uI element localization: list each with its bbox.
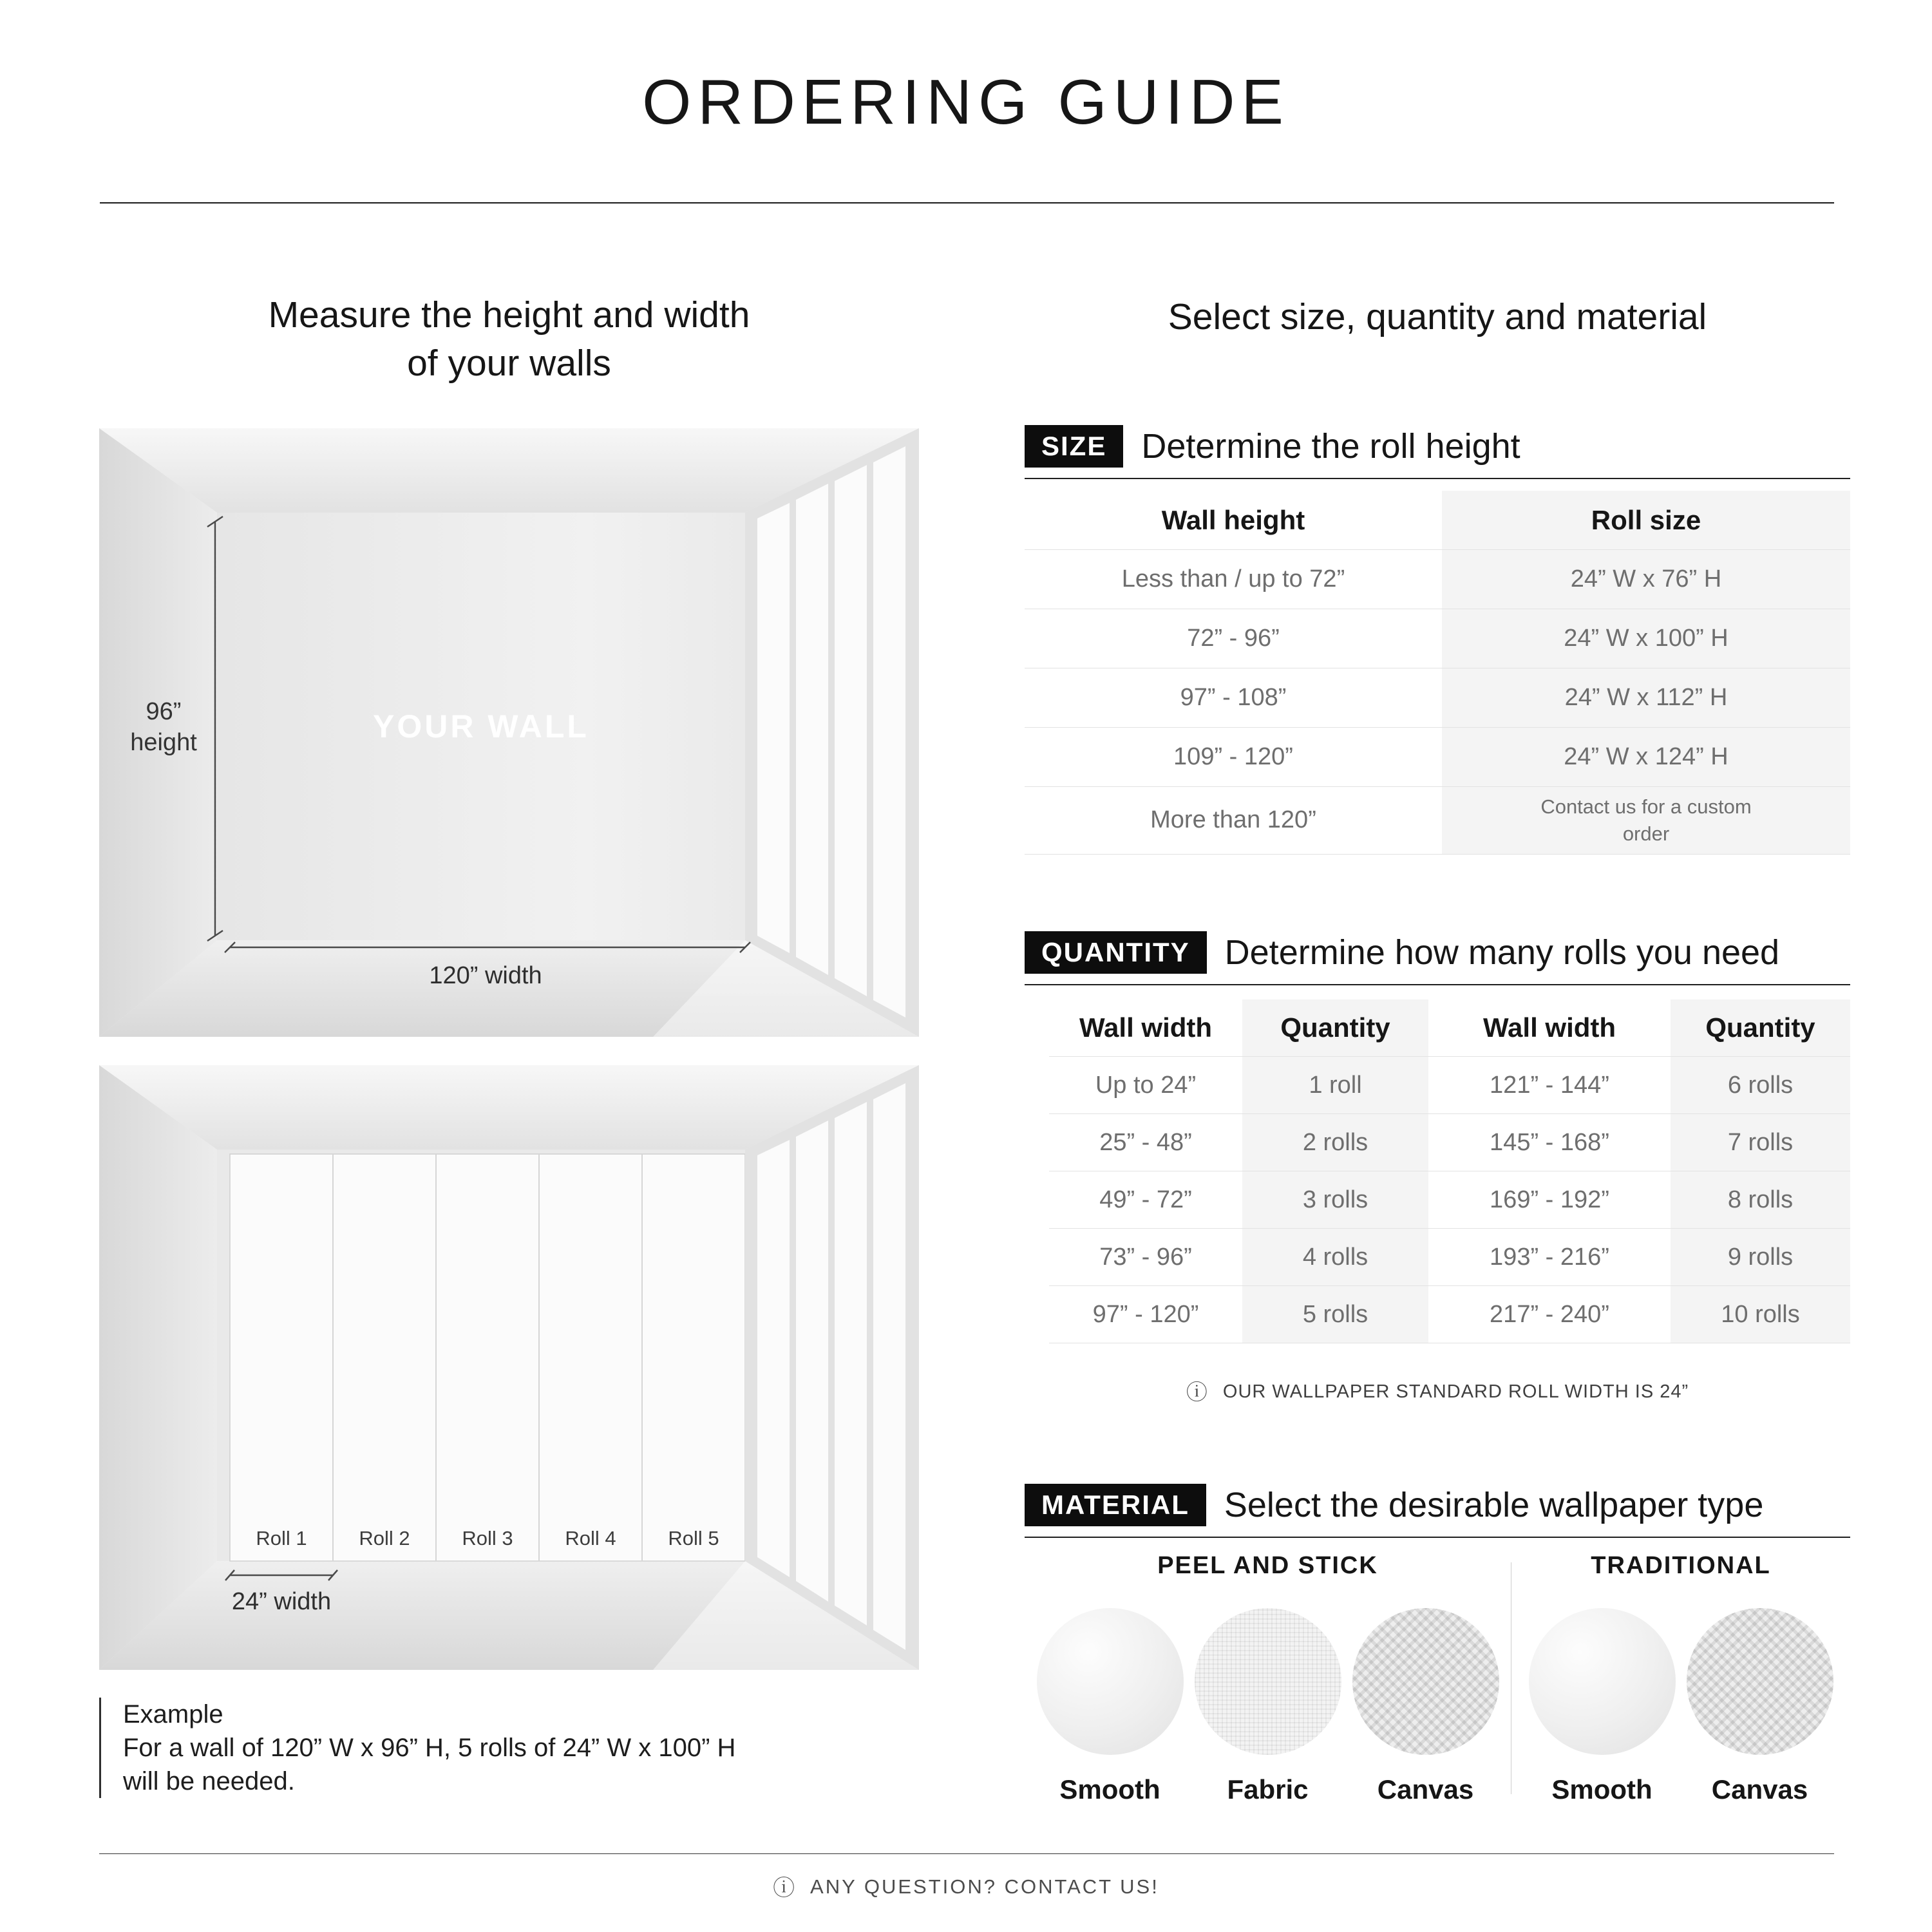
quantity-table-row xyxy=(1049,1171,1850,1229)
size-table-row xyxy=(1025,787,1850,855)
wall-width-value: 73” - 96” xyxy=(1099,1243,1192,1271)
roll-4-label: Roll 4 xyxy=(565,1527,616,1549)
wall-width-value: 169” - 192” xyxy=(1490,1186,1609,1213)
wall-width-value: 121” - 144” xyxy=(1490,1071,1609,1099)
roll-5-label: Roll 5 xyxy=(668,1527,719,1549)
swatch-smooth-label: Smooth xyxy=(1551,1774,1653,1804)
roll-1-label: Roll 1 xyxy=(256,1527,307,1549)
fabric-texture-icon xyxy=(1195,1608,1341,1755)
wall-width-value: 193” - 216” xyxy=(1490,1243,1609,1271)
qty-col-quantity-2: Quantity xyxy=(1671,999,1850,1056)
select-heading: Select size, quantity and material xyxy=(1168,296,1707,337)
quantity-value: 10 rolls xyxy=(1671,1286,1850,1343)
size-table-header xyxy=(1025,491,1850,550)
quantity-value: 3 rolls xyxy=(1242,1171,1428,1228)
roll-3-label: Roll 3 xyxy=(462,1527,513,1549)
roll-2-label: Roll 2 xyxy=(359,1527,410,1549)
wall-width-value: 217” - 240” xyxy=(1490,1300,1609,1328)
wall-width-value: 97” - 120” xyxy=(1092,1300,1199,1328)
quantity-table xyxy=(1049,999,1850,1343)
footer xyxy=(0,1870,1932,1902)
roll-size-value: 24” W x 124” H xyxy=(1442,728,1850,786)
footer-divider xyxy=(99,1853,1834,1854)
wall-width-value: 25” - 48” xyxy=(1099,1128,1192,1156)
size-col-wall-height: Wall height xyxy=(1161,504,1305,535)
size-col-roll-size: Roll size xyxy=(1442,491,1850,549)
custom-order-value: Contact us for a custom order xyxy=(1442,787,1850,854)
measure-heading-line2: of your walls xyxy=(407,343,611,384)
roll-panels xyxy=(230,1154,745,1561)
size-table-row xyxy=(1025,728,1850,787)
height-value-label: 96” xyxy=(146,698,182,725)
info-icon: ⓘ xyxy=(1186,1380,1208,1404)
material-badge: MATERIAL xyxy=(1025,1484,1206,1526)
wall-height-value: 97” - 108” xyxy=(1180,684,1287,711)
wall-width-value: 145” - 168” xyxy=(1490,1128,1609,1156)
roll-width-note xyxy=(1025,1376,1850,1406)
qty-col-quantity-1: Quantity xyxy=(1242,999,1428,1056)
traditional-label: TRADITIONAL xyxy=(1591,1552,1771,1579)
material-group-peel-and-stick xyxy=(1025,1552,1511,1805)
footer-text: ANY QUESTION? CONTACT US! xyxy=(810,1875,1159,1898)
width-label: 120” width xyxy=(429,962,542,989)
wall-width-value: 49” - 72” xyxy=(1099,1186,1192,1213)
quantity-table-row xyxy=(1049,1286,1850,1343)
quantity-value: 2 rolls xyxy=(1242,1114,1428,1171)
roll-width-note-text: OUR WALLPAPER STANDARD ROLL WIDTH IS 24” xyxy=(1222,1381,1689,1402)
size-badge: SIZE xyxy=(1025,425,1123,468)
size-table-row xyxy=(1025,550,1850,609)
peel-and-stick-swatches xyxy=(1037,1608,1499,1805)
height-word-label: height xyxy=(130,729,197,756)
size-table-row xyxy=(1025,609,1850,668)
quantity-table-header xyxy=(1049,999,1850,1057)
quantity-table-row xyxy=(1049,1229,1850,1286)
size-section-heading: Determine the roll height xyxy=(1141,427,1520,466)
swatch-canvas-label: Canvas xyxy=(1377,1774,1474,1804)
swatch-smooth-label: Smooth xyxy=(1059,1774,1160,1804)
page-title: ORDERING GUIDE xyxy=(642,66,1290,137)
qty-col-wall-width-2: Wall width xyxy=(1482,1012,1616,1043)
swatch-smooth xyxy=(1529,1608,1676,1805)
material-options xyxy=(1025,1552,1850,1805)
smooth-texture-icon xyxy=(1037,1608,1184,1755)
roll-size-value: 24” W x 112” H xyxy=(1442,668,1850,727)
peel-and-stick-label: PEEL AND STICK xyxy=(1157,1552,1378,1579)
canvas-texture-icon xyxy=(1352,1608,1499,1755)
size-section-header xyxy=(1025,425,1850,479)
quantity-section-header xyxy=(1025,931,1850,985)
example-note xyxy=(99,1698,872,1798)
example-title: Example xyxy=(123,1700,223,1728)
swatch-fabric xyxy=(1195,1608,1341,1805)
qty-col-wall-width-1: Wall width xyxy=(1079,1012,1213,1043)
swatch-smooth xyxy=(1037,1608,1184,1805)
quantity-section-heading: Determine how many rolls you need xyxy=(1224,933,1780,972)
info-icon: ⓘ xyxy=(773,1876,795,1900)
material-section-header xyxy=(1025,1484,1850,1538)
material-group-traditional xyxy=(1511,1552,1850,1805)
room2-svg xyxy=(99,1065,919,1670)
quantity-value: 9 rolls xyxy=(1671,1229,1850,1285)
canvas-texture-icon xyxy=(1687,1608,1833,1755)
quantity-value: 8 rolls xyxy=(1671,1171,1850,1228)
swatch-fabric-label: Fabric xyxy=(1227,1774,1309,1804)
quantity-value: 4 rolls xyxy=(1242,1229,1428,1285)
roll-size-value: 24” W x 76” H xyxy=(1442,550,1850,609)
size-table xyxy=(1025,491,1850,855)
quantity-value: 6 rolls xyxy=(1671,1057,1850,1113)
quantity-value: 7 rolls xyxy=(1671,1114,1850,1171)
wall-height-value: Less than / up to 72” xyxy=(1121,565,1345,592)
wall-height-value: 72” - 96” xyxy=(1187,625,1280,652)
swatch-canvas-label: Canvas xyxy=(1711,1774,1808,1804)
wall-width-value: Up to 24” xyxy=(1095,1071,1197,1099)
wall-height-value: 109” - 120” xyxy=(1173,743,1293,770)
swatch-canvas xyxy=(1352,1608,1499,1805)
quantity-table-row xyxy=(1049,1114,1850,1171)
room-illustration-measurement xyxy=(99,428,919,1037)
measure-heading xyxy=(99,291,919,388)
swatch-canvas xyxy=(1687,1608,1833,1805)
smooth-texture-icon xyxy=(1529,1608,1676,1755)
title-divider xyxy=(100,202,1834,204)
example-line1: For a wall of 120” W x 96” H, 5 rolls of 24” W x 100” H xyxy=(123,1734,736,1762)
traditional-swatches xyxy=(1529,1608,1833,1805)
quantity-table-row xyxy=(1049,1057,1850,1114)
room-illustration-rolls xyxy=(99,1065,919,1670)
example-line2: will be needed. xyxy=(123,1767,295,1795)
roll-size-value: 24” W x 100” H xyxy=(1442,609,1850,668)
size-table-row xyxy=(1025,668,1850,728)
your-wall-label: YOUR WALL xyxy=(373,708,589,744)
quantity-value: 5 rolls xyxy=(1242,1286,1428,1343)
wall-height-value: More than 120” xyxy=(1150,806,1316,834)
quantity-badge: QUANTITY xyxy=(1025,931,1207,974)
quantity-value: 1 roll xyxy=(1242,1057,1428,1113)
roll-width-label: 24” width xyxy=(231,1588,332,1615)
material-section-heading: Select the desirable wallpaper type xyxy=(1224,1486,1764,1524)
room1-svg xyxy=(99,428,919,1037)
measure-heading-line1: Measure the height and width xyxy=(268,294,750,336)
